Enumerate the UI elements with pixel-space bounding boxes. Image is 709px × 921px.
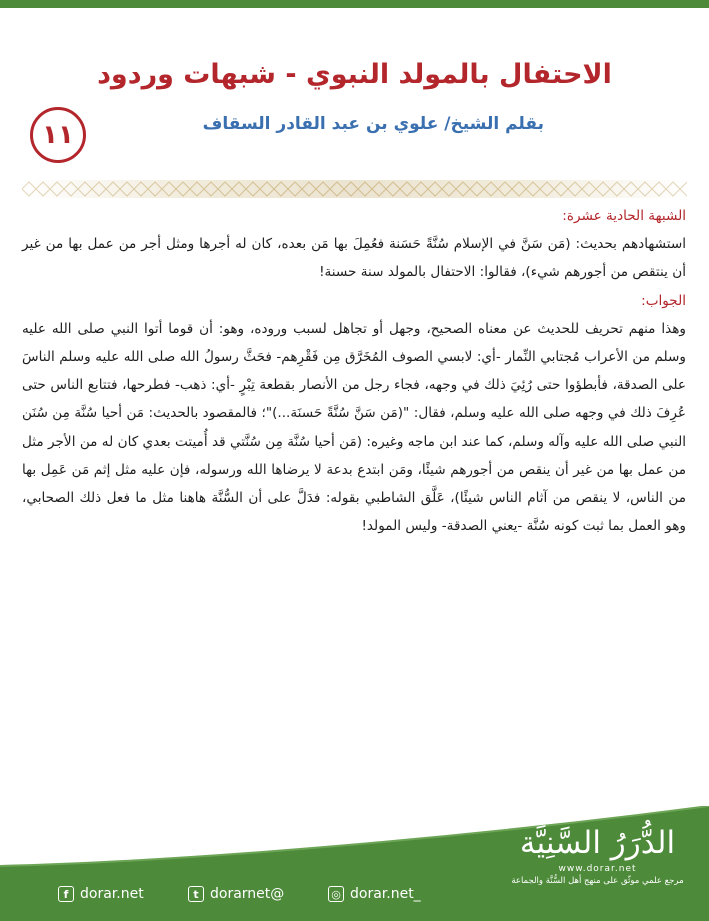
twitter-icon: t	[188, 886, 204, 902]
doubt-text: استشهادهم بحديث: (مَن سَنَّ في الإسلام سُنَّةً حَسَنة فعُمِلَ بها مَن بعده، كان له أجرها ومثل أجر من عمل بها من غير أن ينتقص من أجورهم شيء)، فقالوا: الاحتفال بالمولد سنة حسنة!	[22, 236, 686, 281]
part-number-badge: ١١	[30, 107, 86, 163]
twitter-handle: dorarnet@	[210, 886, 285, 902]
facebook-handle: dorar.net	[80, 886, 144, 902]
dorar-logo	[505, 823, 690, 888]
answer-text: وهذا منهم تحريف للحديث عن معناه الصحيح، وجهل أو تجاهل لسبب وروده، وهو: أن قوما أتوا النبي صلى الله عليه وسلم من الأعراب مُجتابي النِّمار -أي: لابسي الصوف المُخَرَّق مِن فَقْرِهم- فحَثَّ رسولُ الله صلى الله عليه وسلم الناسَ على الصدقة، فأبطؤوا حتى رُئِيَ ذلك في وجهه، فجاء رجل من الأنصار بقطعة تِبْرٍ -أي: ذهب- فطرحها، فتتابع الناس حتى عُرِفَ ذلك في وجهه صلى الله عليه وسلم، فقال: "(مَن سَنَّ سُنَّةً حَسنَة...)"؛ فالمقصود بالحديث: مَن أحيا سُنَّة مِن سُنَن النبي صلى الله عليه وآله وسلم، كما عند ابن ماجه وغيره: (مَن أحيا سُنَّة مِن سُنَّتي قد أُميتت بعدي كان له من الأجر مثل من عمل بها من غير أن ينقص من أجورهم شيئًا، ومَن ابتدع بدعة لا يرضاها الله ورسوله، فإن عليه مثل إثم مَن عَمِل بها من الناس، لا ينقص من آثام الناس شيئًا)، عَلَّق الشاطبي بقوله: فدَلَّ على أن السُّنَّة هاهنا مثل ما فعل ذلك الصحابي، وهو العمل بما ثبت كونه سُنَّة -يعني الصدقة- وليس المولد!	[22, 320, 686, 535]
logo-url: www.dorar.net	[558, 864, 637, 874]
article-author: بقلم الشيخ/ علوي بن عبد القادر السقاف	[202, 114, 544, 134]
ornamental-divider	[22, 180, 687, 198]
logo-name: الدُّرَرُ السَّنِيَّة	[519, 825, 676, 861]
instagram-icon: ◎	[328, 886, 344, 902]
doubt-heading: الشبهة الحادية عشرة:	[562, 208, 686, 224]
top-accent-bar	[0, 0, 709, 8]
facebook-icon: f	[58, 886, 74, 902]
instagram-handle: dorar.net_	[350, 886, 421, 902]
facebook-link[interactable]	[58, 883, 144, 905]
answer-heading: الجواب:	[641, 292, 686, 309]
instagram-link[interactable]	[328, 883, 421, 905]
twitter-link[interactable]	[188, 883, 284, 905]
logo-tagline: مرجع علمي موثّق على منهج أهل السُّنَّة والجماعة	[511, 876, 684, 886]
article-title: الاحتفال بالمولد النبوي - شبهات وردود	[97, 59, 612, 90]
article-body	[22, 202, 686, 540]
